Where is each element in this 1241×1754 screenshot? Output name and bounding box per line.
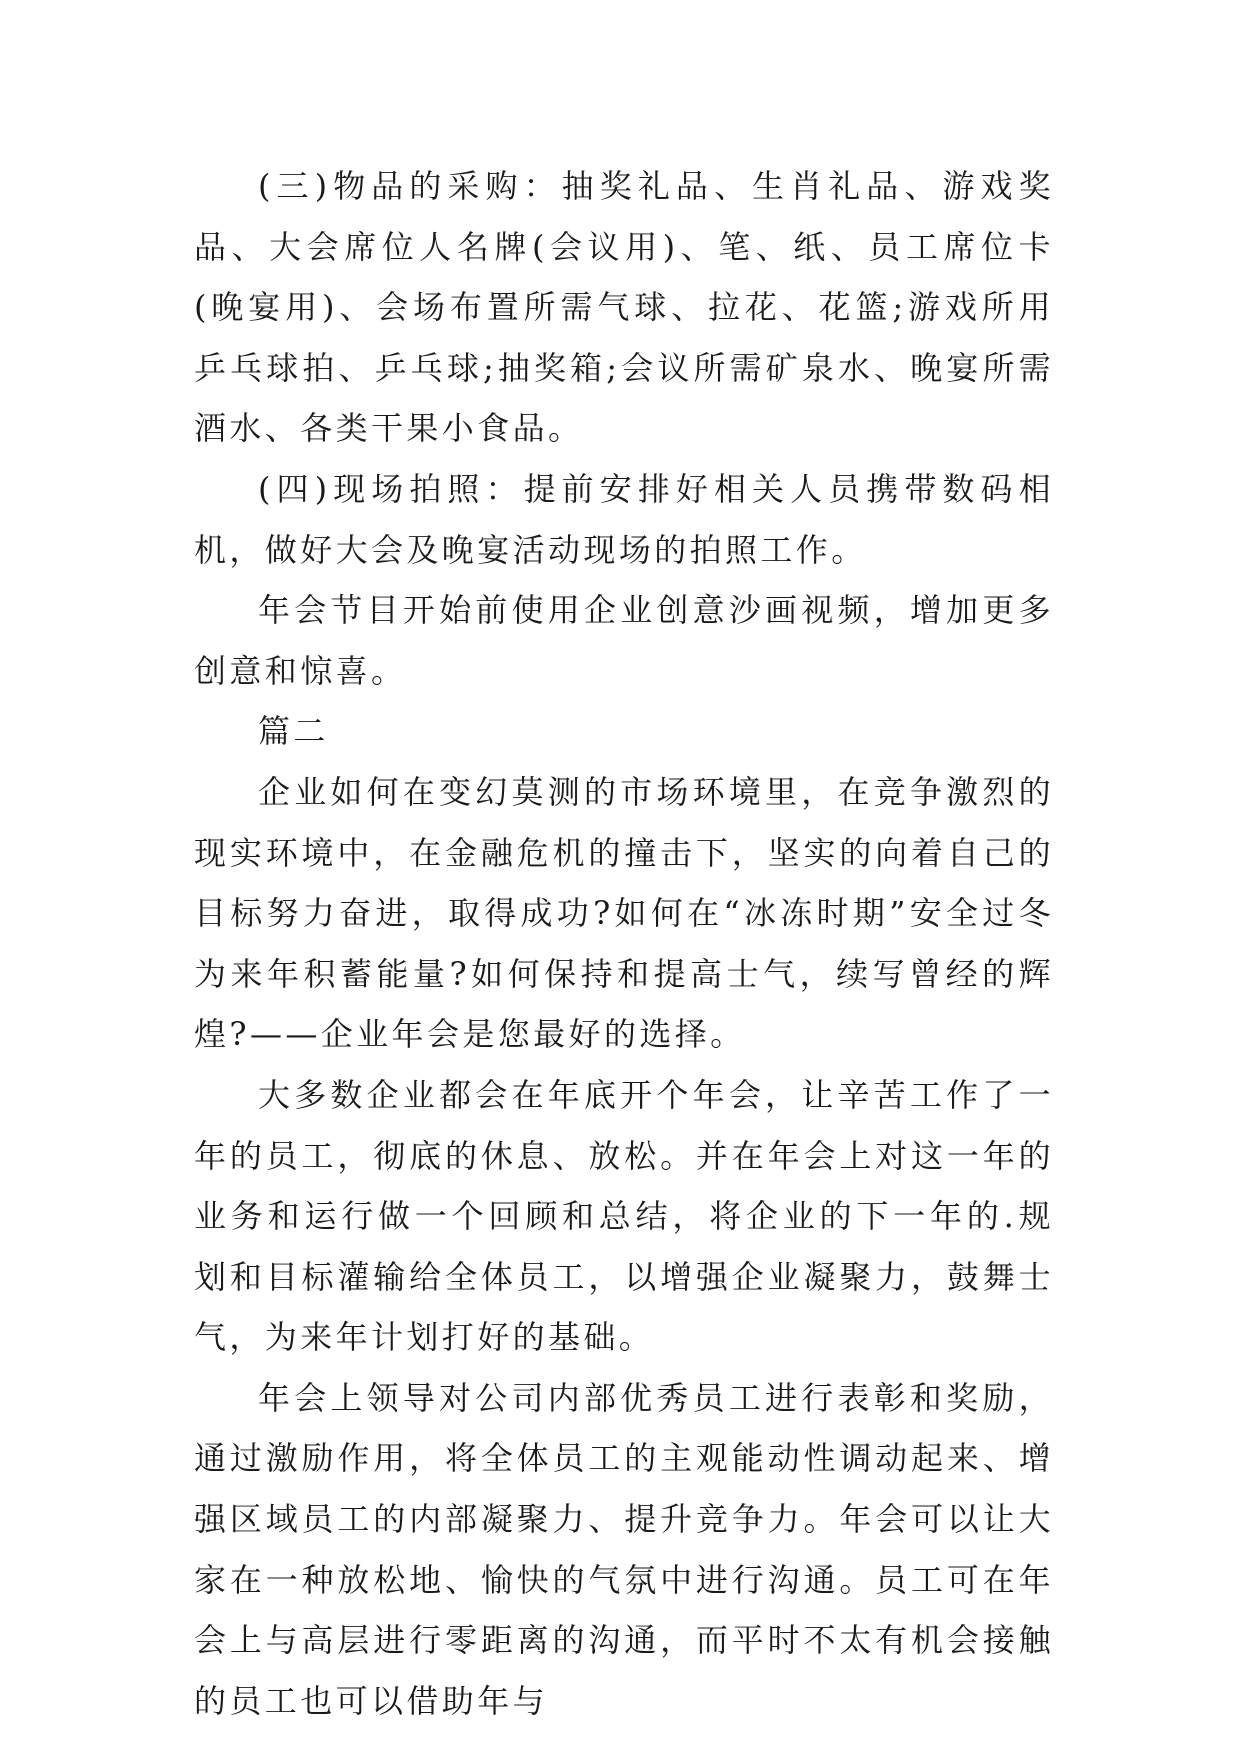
document-body [194, 156, 1054, 1731]
paragraph-annual-meeting-choice: 企业如何在变幻莫测的市场环境里，在竞争激烈的现实环境中，在金融危机的撞击下，坚实的向着自己的目标努力奋进，取得成功?如何在“冰冻时期”安全过冬为来年积蓄能量?如何保持和提高士气，续写曾经的辉煌?——企业年会是您最好的选择。 [194, 772, 1054, 1054]
paragraph-photography: (四)现场拍照：提前安排好相关人员携带数码相机，做好大会及晚宴活动现场的拍照工作。 [194, 469, 1054, 569]
paragraph-recognition: 年会上领导对公司内部优秀员工进行表彰和奖励，通过激励作用，将全体员工的主观能动性调动起来、增强区域员工的内部凝聚力、提升竞争力。年会可以让大家在一种放松地、愉快的气氛中进行沟通。员工可在年会上与高层进行零距离的沟通，而平时不太有机会接触的员工也可以借助年与 [194, 1378, 1054, 1720]
paragraph-sand-art-video: 年会节目开始前使用企业创意沙画视频，增加更多创意和惊喜。 [194, 591, 1054, 690]
paragraph-procurement: (三)物品的采购：抽奖礼品、生肖礼品、游戏奖品、大会席位人名牌(会议用)、笔、纸、员工席位卡(晚宴用)、会场布置所需气球、拉花、花篮;游戏所用乒乓球拍、乒乓球;抽奖箱;会议所需矿泉水、晚宴所需酒水、各类干果小食品。 [194, 167, 1054, 448]
paragraph-year-end-meeting: 大多数企业都会在年底开个年会，让辛苦工作了一年的员工，彻底的休息、放松。并在年会上对这一年的业务和运行做一个回顾和总结，将企业的下一年的.规划和目标灌输给全体员工，以增强企业凝聚力，鼓舞士气，为来年计划打好的基础。 [194, 1075, 1054, 1357]
section-heading-part-two: 篇二 [258, 712, 329, 751]
